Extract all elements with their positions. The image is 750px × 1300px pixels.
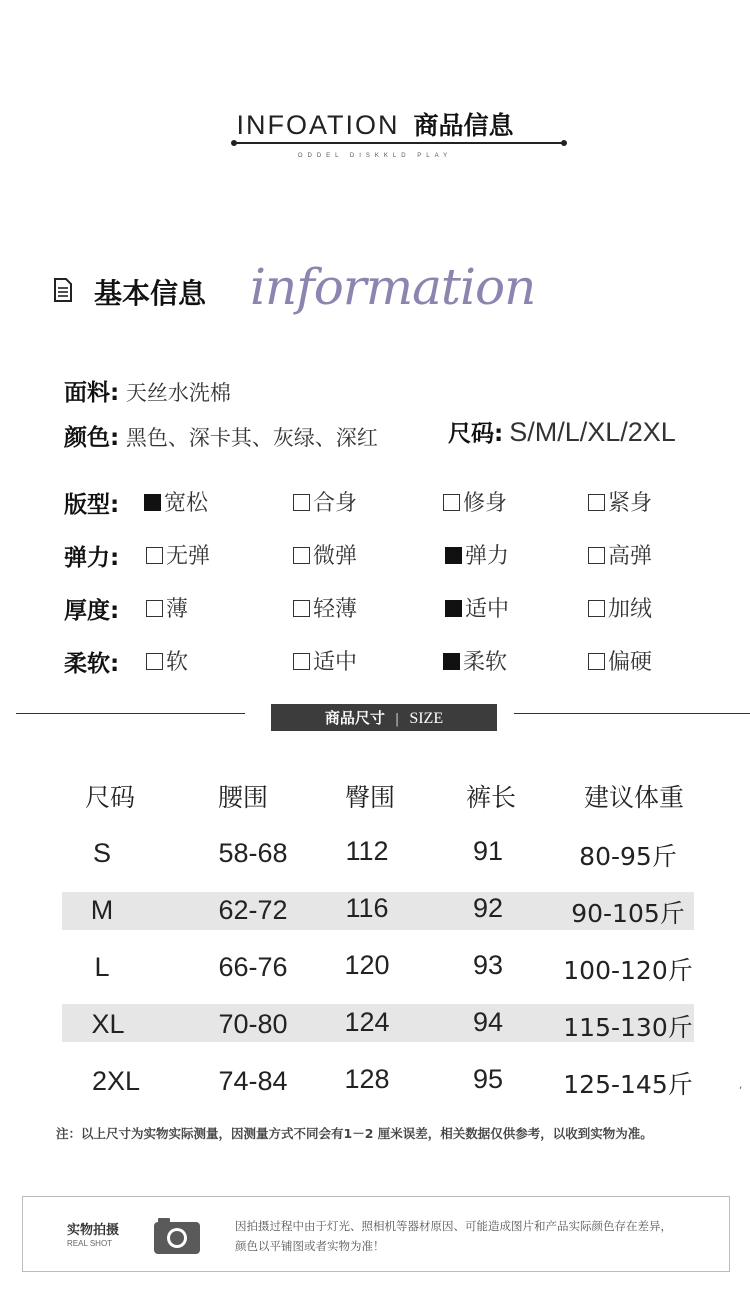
option-label: 适中	[313, 650, 358, 675]
option-label: 柔软	[463, 650, 508, 675]
color-value: 黑色、深卡其、灰绿、深红	[125, 426, 378, 450]
checkbox-empty-icon	[588, 494, 605, 511]
table-cell: 92	[472, 893, 504, 923]
softness-option-firm	[588, 645, 652, 676]
fit-option-tight	[588, 486, 652, 517]
table-cell: XL	[91, 1009, 125, 1039]
option-label: 修身	[463, 491, 508, 516]
measurement-note: 注：以上尺寸为实物实际测量，因测量方式不同会有1－2 厘米误差，相关数据仅供参考，以收到实物为准。	[56, 1126, 653, 1141]
size-list-value: S/M/L/XL/2XL	[509, 417, 676, 447]
checkbox-empty-icon	[588, 547, 605, 564]
checkbox-empty-icon	[293, 494, 310, 511]
thickness-option-medium	[445, 592, 509, 623]
checkbox-checked-icon	[144, 494, 161, 511]
checkbox-empty-icon	[443, 494, 460, 511]
real-shot-subtitle: REAL SHOT	[67, 1239, 113, 1248]
table-header-waist: 腰围	[217, 783, 268, 812]
header-subtitle: ODDEL DISKKLD PLAY	[297, 153, 453, 159]
camera-icon	[154, 1216, 200, 1254]
option-label: 宽松	[164, 491, 209, 516]
table-cell: 93	[472, 950, 504, 980]
table-cell: M	[90, 895, 114, 925]
table-cell: 58-68	[218, 838, 288, 868]
size-list-row	[448, 415, 676, 448]
option-label: 微弹	[313, 544, 358, 569]
option-label: 合身	[313, 491, 358, 516]
size-banner-separator: |	[394, 712, 400, 727]
thickness-option-thin	[146, 592, 188, 623]
option-label: 轻薄	[313, 597, 358, 622]
table-cell: 80-95斤	[579, 842, 677, 871]
stray-comma-mark: ,	[739, 1080, 743, 1091]
table-cell: 90-105斤	[571, 899, 685, 928]
table-cell: 74-84	[218, 1066, 288, 1096]
size-banner-cn: 商品尺寸	[324, 709, 385, 727]
size-list-label: 尺码:	[448, 421, 504, 447]
option-label: 适中	[465, 597, 510, 622]
document-icon	[53, 278, 73, 302]
script-information-word: information	[250, 258, 536, 316]
option-label: 弹力	[465, 544, 510, 569]
table-cell: 112	[345, 836, 389, 866]
table-cell: 94	[472, 1007, 504, 1037]
softness-option-soft	[146, 645, 188, 676]
checkbox-empty-icon	[293, 600, 310, 617]
thickness-label: 厚度:	[64, 598, 120, 624]
checkbox-empty-icon	[588, 653, 605, 670]
table-header-hip: 臀围	[344, 783, 395, 812]
stretch-option-slight	[293, 539, 357, 570]
stretch-option-none	[146, 539, 210, 570]
table-cell: 116	[345, 893, 389, 923]
option-label: 紧身	[608, 491, 653, 516]
table-cell: 70-80	[218, 1009, 288, 1039]
fit-option-slim	[443, 486, 507, 517]
option-label: 高弹	[608, 544, 653, 569]
section-divider-left	[16, 713, 245, 714]
table-cell: 128	[344, 1064, 390, 1094]
softness-option-softest	[443, 645, 507, 676]
table-cell: L	[94, 952, 110, 982]
option-label: 无弹	[166, 544, 211, 569]
header-divider	[234, 142, 564, 144]
color-row	[64, 419, 378, 452]
checkbox-empty-icon	[293, 653, 310, 670]
checkbox-empty-icon	[588, 600, 605, 617]
table-cell: 100-120斤	[563, 956, 693, 985]
color-label: 颜色:	[64, 425, 120, 451]
checkbox-empty-icon	[146, 653, 163, 670]
softness-option-medium	[293, 645, 357, 676]
table-cell: 124	[344, 1007, 390, 1037]
disclaimer-line: 颜色以平铺图或者实物为准！	[235, 1239, 385, 1253]
fabric-label: 面料:	[64, 380, 120, 406]
thickness-option-fleece	[588, 592, 652, 623]
table-cell: 66-76	[218, 952, 288, 982]
fabric-row	[64, 374, 231, 407]
table-cell: 115-130斤	[563, 1013, 693, 1042]
header-title-cn: 商品信息	[413, 111, 514, 140]
table-header-length: 裤长	[465, 783, 516, 812]
thickness-option-light	[293, 592, 357, 623]
table-header-weight: 建议体重	[583, 783, 684, 812]
disclaimer-line: 因拍摄过程中由于灯光、照相机等器材原因、可能造成图片和产品实际颜色存在差异，	[235, 1219, 672, 1233]
real-shot-disclaimer	[235, 1216, 672, 1256]
header-title-en: INFOATION	[236, 110, 400, 140]
option-label: 软	[166, 650, 189, 675]
size-section-banner	[271, 704, 497, 731]
table-cell: 2XL	[91, 1066, 141, 1096]
fit-option-loose	[144, 486, 208, 517]
fit-label: 版型:	[64, 492, 120, 518]
checkbox-empty-icon	[293, 547, 310, 564]
checkbox-checked-icon	[443, 653, 460, 670]
table-cell: S	[92, 838, 111, 868]
section-divider-right	[514, 713, 750, 714]
fit-option-regular	[293, 486, 357, 517]
size-banner-en: SIZE	[409, 710, 444, 727]
option-label: 薄	[166, 597, 189, 622]
stretch-option-high	[588, 539, 652, 570]
table-cell: 120	[344, 950, 390, 980]
softness-label: 柔软:	[64, 651, 120, 677]
fabric-value: 天丝水洗棉	[125, 381, 231, 405]
checkbox-empty-icon	[146, 600, 163, 617]
option-label: 偏硬	[608, 650, 653, 675]
basic-info-title: 基本信息	[94, 277, 207, 310]
table-cell: 62-72	[218, 895, 288, 925]
checkbox-checked-icon	[445, 547, 462, 564]
table-header-size: 尺码	[84, 783, 135, 812]
option-label: 加绒	[608, 597, 653, 622]
table-cell: 125-145斤	[563, 1070, 693, 1099]
checkbox-empty-icon	[146, 547, 163, 564]
stretch-label: 弹力:	[64, 545, 120, 571]
real-shot-title: 实物拍摄	[67, 1223, 120, 1238]
checkbox-checked-icon	[445, 600, 462, 617]
table-cell: 95	[472, 1064, 504, 1094]
table-cell: 91	[472, 836, 504, 866]
page-header	[0, 106, 750, 142]
stretch-option-stretch	[445, 539, 509, 570]
